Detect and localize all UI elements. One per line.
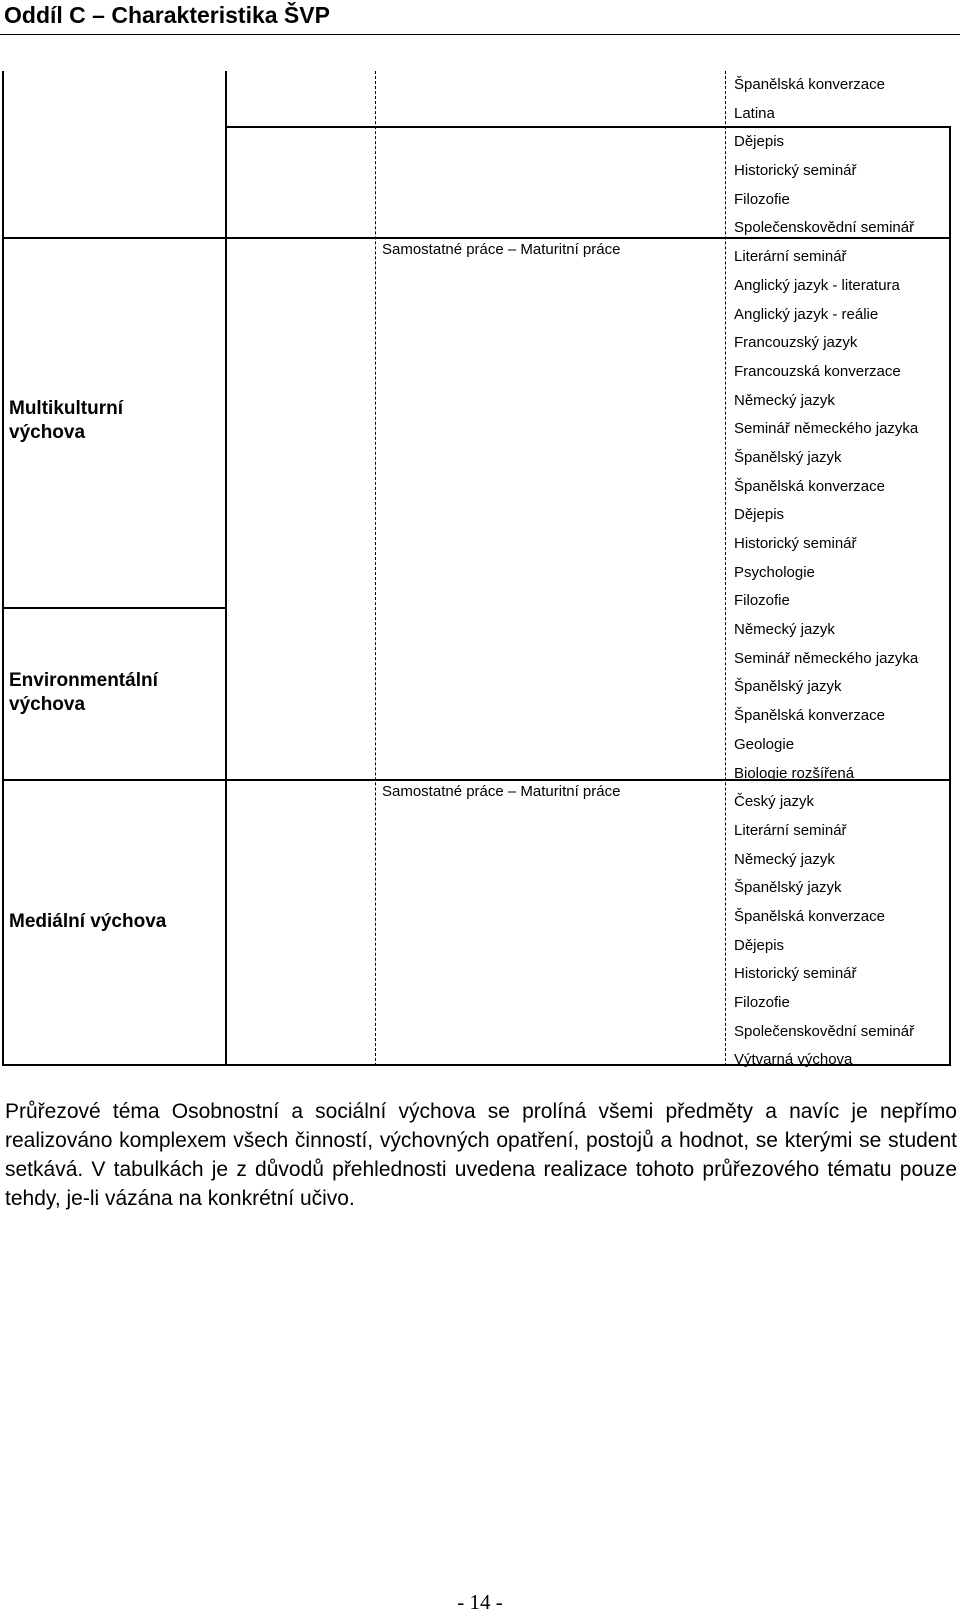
subject-item: Seminář německého jazyka — [734, 649, 919, 667]
subject-item: Dějepis — [734, 936, 785, 954]
subject-item: Francouzská konverzace — [734, 362, 901, 380]
subject-item: Latina — [734, 104, 775, 122]
subject-item: Geologie — [734, 735, 795, 753]
subject-item: Literární seminář — [734, 248, 847, 266]
section-title: Oddíl C – Charakteristika ŠVP — [4, 2, 330, 28]
project-item: Samostatné práce – Maturitní práce — [382, 783, 621, 800]
subject-item: Biologie rozšířená — [734, 764, 855, 782]
header-rule — [0, 34, 960, 35]
body-paragraph: Průřezové téma Osobnostní a sociální výchova se prolíná všemi předměty a navíc je nepřímo realizováno komplexem všech činností, výchovných opatření, postojů a hodnot, se kterými se student setkává. V tabulkách je z důvodů přehlednosti uvedena realizace tohoto průřezového tématu pouze tehdy, je-li vázána na konkrétní učivo. — [5, 1100, 957, 1210]
subject-item: Španělská konverzace — [734, 707, 885, 725]
subject-item: Literární seminář — [734, 821, 847, 839]
subject-item: Španělský jazyk — [734, 678, 842, 696]
subject-item: Výtvarná výchova — [734, 1051, 853, 1069]
subject-item: Filozofie — [734, 994, 790, 1011]
subject-item: Historický seminář — [734, 162, 857, 180]
table-row-divider — [2, 607, 226, 609]
subject-item: Společenskovědní seminář — [734, 219, 915, 237]
subject-item: Historický seminář — [734, 965, 857, 983]
subject-item: Český jazyk — [734, 793, 815, 811]
subject-item: Španělská konverzace — [734, 907, 885, 925]
subject-item: Španělský jazyk — [734, 448, 842, 466]
theme-label: Mediální výchova — [9, 911, 167, 932]
subject-item: Filozofie — [734, 190, 790, 208]
table-dashed-divider — [725, 71, 726, 1066]
subject-item: Anglický jazyk - reálie — [734, 305, 879, 323]
subject-item: Anglický jazyk - literatura — [734, 276, 900, 294]
subject-item: Německý jazyk — [734, 850, 835, 868]
subject-item: Dějepis — [734, 133, 785, 151]
subject-item: Španělský jazyk — [734, 879, 842, 897]
page-number: - 14 - — [457, 1590, 503, 1614]
subject-item: Španělská konverzace — [734, 76, 885, 93]
subject-item: Seminář německého jazyka — [734, 420, 919, 438]
theme-label: Multikulturní výchova — [9, 398, 123, 443]
table-dashed-divider — [375, 71, 376, 1066]
subject-item: Filozofie — [734, 592, 790, 610]
theme-label: Environmentální výchova — [9, 670, 158, 715]
subject-list — [734, 71, 918, 1075]
table-border-right — [949, 127, 951, 1066]
subject-item: Německý jazyk — [734, 621, 835, 639]
subject-item: Psychologie — [734, 563, 815, 581]
subject-item: Španělská konverzace — [734, 477, 885, 495]
table-border-left — [2, 71, 4, 1066]
subject-item: Německý jazyk — [734, 391, 835, 409]
subject-item: Dějepis — [734, 506, 785, 524]
table-column-divider — [225, 71, 227, 1066]
project-item: Samostatné práce – Maturitní práce — [382, 241, 621, 258]
subject-item: Francouzský jazyk — [734, 334, 858, 352]
subject-item: Historický seminář — [734, 535, 857, 552]
subject-item: Společenskovědní seminář — [734, 1022, 915, 1040]
